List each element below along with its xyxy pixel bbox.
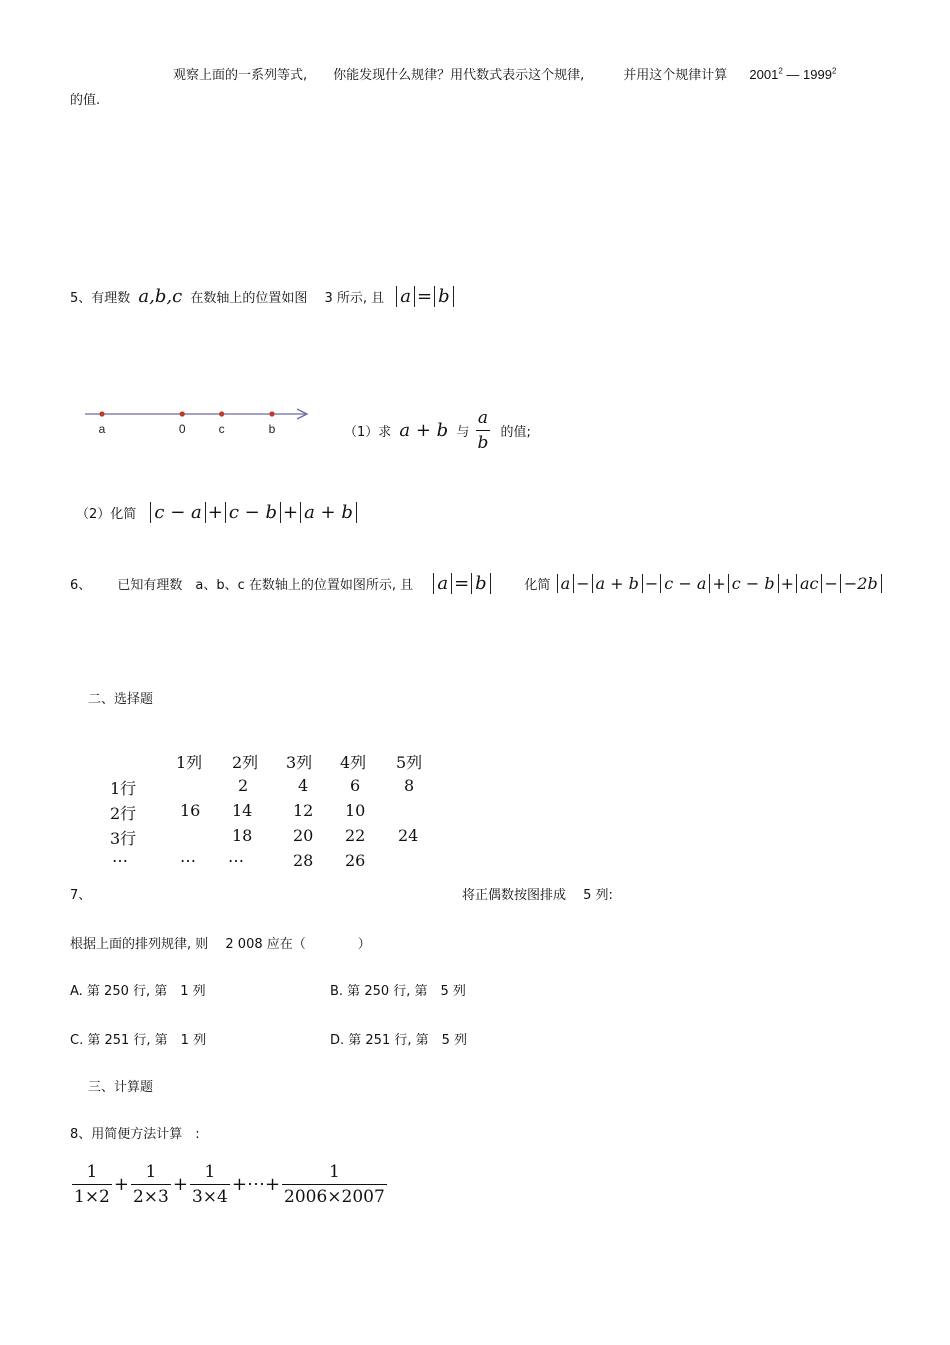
option-a: A. 第 250 行, 第 1 列: [70, 984, 206, 999]
option-d: D. 第 251 行, 第 5 列: [330, 1033, 468, 1048]
q4-expression: 2001$^2$ — 1999$^2$: [749, 66, 837, 82]
q5-vars: a,b,c: [138, 286, 183, 307]
table-header-3: 3列: [286, 753, 313, 772]
axis-point-a: [99, 411, 104, 416]
table-row: 1行 2 4 6 8: [110, 776, 415, 798]
even-number-table: [100, 746, 440, 872]
table-row: 2行 16 14 12 10: [110, 801, 366, 823]
q7-question: 根据上面的排列规律, 则 2 008 应在（ ）: [70, 937, 371, 952]
axis-point-c: [219, 411, 224, 416]
q4-line1: [173, 64, 836, 83]
fraction-term: $\frac{1}{3\times 4}$: [191, 1162, 228, 1207]
table-header-2: 2列: [232, 753, 259, 772]
q5-sub2-expression: c − a + c − b + a + b: [148, 502, 358, 523]
q5-condition: a = b: [394, 286, 455, 307]
q8-sum-expression: $\frac{1}{1\times 2}$ + $\frac{1}{2\times 3}$ + $\frac{1}{3\times 4}$ +⋯+ $\frac{1}{2006\times 2007}$: [74, 1162, 385, 1207]
section-2-title: 二、选择题: [88, 692, 154, 707]
axis-point-zero: [180, 411, 185, 416]
q4-text: 观察上面的一系列等式, 你能发现什么规律？用代数式表示这个规律, 并用这个规律计算: [173, 68, 728, 83]
q6-expression: a − a + b − c − a + c − b + ac − −2b: [555, 574, 884, 593]
table-header-4: 4列: [340, 753, 367, 772]
q7-number: 7、: [70, 888, 92, 903]
q6-condition: a = b: [431, 573, 498, 594]
fraction-term: $\frac{1}{2\times 3}$: [132, 1162, 169, 1207]
table-header-1: 1列: [176, 753, 203, 772]
axis-label-c: c: [218, 422, 225, 436]
q8-title: 8、用简便方法计算 :: [70, 1127, 200, 1142]
axis-label-a: a: [98, 422, 106, 436]
a-over-b-fraction: $\frac{a}{b}$: [477, 408, 489, 453]
fraction-term: $\frac{1}{1\times 2}$: [74, 1162, 110, 1207]
axis-points: [99, 411, 276, 436]
table-header-5: 5列: [396, 753, 423, 772]
q5-statement: 5、有理数 a,b,c 在数轴上的位置如图 3 所示, 且 a = b: [70, 286, 456, 307]
q6-statement: 6、 已知有理数 a、b、c 在数轴上的位置如图所示, 且 a = b 化简 a − a + b − c − a + c − b + ac − −2b: [70, 573, 884, 594]
q4-line2: 的值.: [70, 93, 101, 108]
option-b: B. 第 250 行, 第 5 列: [330, 984, 466, 999]
option-c: C. 第 251 行, 第 1 列: [70, 1033, 207, 1048]
axis-label-zero: 0: [178, 422, 186, 436]
q5-sub2: （2）化简 c − a + c − b + a + b: [76, 502, 359, 523]
q5-sub1: （1）求 a + b 与 $\frac{a}{b}$ 的值;: [344, 408, 531, 453]
section-3-title: 三、计算题: [88, 1080, 154, 1095]
fraction-term: $\frac{1}{2006\times 2007}$: [284, 1162, 385, 1207]
table-row: 3行 18 20 22 24: [110, 826, 419, 848]
table-row: … … … 28 26: [112, 847, 366, 870]
number-line: [80, 400, 320, 440]
table-header-row: [100, 746, 440, 772]
q7-caption: 将正偶数按图排成 5 列:: [462, 888, 613, 903]
axis-label-b: b: [268, 422, 276, 436]
axis-point-b: [269, 411, 274, 416]
